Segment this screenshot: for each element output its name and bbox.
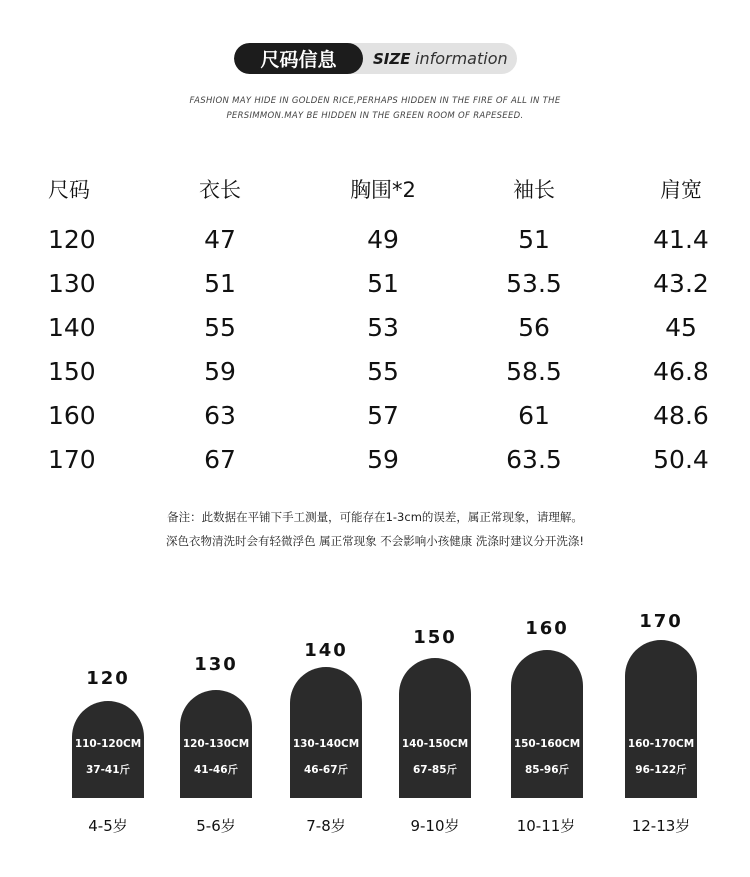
size-card: [511, 650, 583, 798]
card-age-label: 5-6岁: [196, 817, 236, 835]
card-size-label: 170: [639, 611, 683, 632]
table-cell: 63.5: [506, 445, 562, 474]
table-header-cell: 尺码: [48, 178, 90, 202]
card-size-label: 150: [413, 627, 457, 648]
card-size-label: 160: [525, 618, 569, 639]
table-header-cell: 袖长: [513, 178, 555, 202]
table-cell: 51: [367, 269, 399, 298]
size-card: [625, 640, 697, 798]
card-weight-range: 85-96斤: [524, 764, 570, 776]
table-cell: 130: [48, 269, 96, 298]
card-weight-range: 37-41斤: [85, 764, 131, 776]
note-line-2: 深色衣物清洗时会有轻微浮色 属正常现象 不会影响小孩健康 洗涤时建议分开洗涤!: [165, 534, 585, 548]
table-cell: 56: [518, 313, 550, 342]
tagline-line-2: PERSIMMON.MAY BE HIDDEN IN THE GREEN ROOM OF RAPESEED.: [226, 111, 524, 121]
card-age-label: 10-11岁: [516, 817, 576, 835]
table-cell: 48.6: [653, 401, 709, 430]
card-age-label: 7-8岁: [306, 817, 346, 835]
table-row: [0, 264, 750, 304]
table-cell: 55: [204, 313, 236, 342]
table-cell: 53.5: [506, 269, 562, 298]
card-weight-range: 96-122斤: [635, 764, 687, 776]
card-size-label: 120: [86, 668, 130, 689]
title-information-word: information: [415, 49, 508, 68]
table-cell: 150: [48, 357, 96, 386]
table-cell: 59: [204, 357, 236, 386]
table-row: [0, 440, 750, 480]
card-size-label: 130: [194, 654, 238, 675]
table-row: [0, 396, 750, 436]
note-line-1: 备注：此数据在平铺下手工测量，可能存在1-3cm的误差，属正常现象，请理解。: [167, 510, 583, 524]
table-cell: 49: [367, 225, 399, 254]
table-cell: 59: [367, 445, 399, 474]
tagline-line-1: FASHION MAY HIDE IN GOLDEN RICE,PERHAPS HIDDEN IN THE FIRE OF ALL IN THE: [189, 96, 561, 106]
table-header-cell: 胸围*2: [350, 178, 416, 202]
table-cell: 43.2: [653, 269, 709, 298]
title-banner: [234, 43, 517, 74]
card-age-label: 9-10岁: [410, 817, 460, 835]
card-weight-range: 41-46斤: [193, 764, 239, 776]
card-weight-range: 46-67斤: [303, 764, 349, 776]
card-size-label: 140: [304, 640, 348, 661]
table-row: [0, 220, 750, 260]
table-cell: 47: [204, 225, 236, 254]
table-cell: 53: [367, 313, 399, 342]
table-cell: 63: [204, 401, 236, 430]
card-height-range: 120-130CM: [182, 738, 250, 750]
card-height-range: 160-170CM: [627, 738, 695, 750]
table-cell: 140: [48, 313, 96, 342]
title-size-word: SIZE: [373, 49, 411, 68]
table-cell: 46.8: [653, 357, 709, 386]
size-card: [72, 701, 144, 798]
card-height-range: 130-140CM: [292, 738, 360, 750]
table-cell: 67: [204, 445, 236, 474]
table-row: [0, 308, 750, 348]
table-header-cell: 肩宽: [660, 178, 702, 202]
table-cell: 57: [367, 401, 399, 430]
card-height-range: 150-160CM: [513, 738, 581, 750]
table-cell: 50.4: [653, 445, 709, 474]
title-chinese: 尺码信息: [234, 43, 363, 74]
table-cell: 160: [48, 401, 96, 430]
card-height-range: 140-150CM: [401, 738, 469, 750]
table-header-cell: 衣长: [199, 178, 241, 202]
card-age-label: 12-13岁: [631, 817, 691, 835]
card-weight-range: 67-85斤: [412, 764, 458, 776]
size-card: [399, 658, 471, 798]
table-cell: 61: [518, 401, 550, 430]
table-cell: 55: [367, 357, 399, 386]
size-card: [290, 667, 362, 798]
table-cell: 58.5: [506, 357, 562, 386]
size-card: [180, 690, 252, 798]
table-cell: 45: [665, 313, 697, 342]
table-row: [0, 352, 750, 392]
table-cell: 51: [518, 225, 550, 254]
card-height-range: 110-120CM: [74, 738, 142, 750]
table-cell: 51: [204, 269, 236, 298]
table-cell: 120: [48, 225, 96, 254]
card-age-label: 4-5岁: [88, 817, 128, 835]
table-cell: 170: [48, 445, 96, 474]
table-cell: 41.4: [653, 225, 709, 254]
table-header-row: [0, 170, 750, 210]
